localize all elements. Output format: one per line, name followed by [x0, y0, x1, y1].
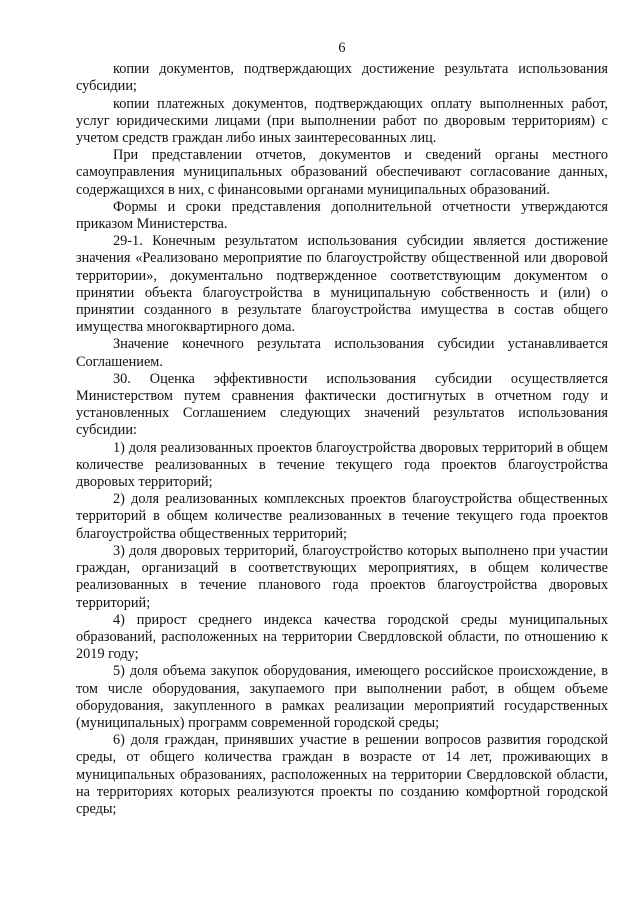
- paragraph-reporting-forms: Формы и сроки представления дополнительной отчетности утверждаются приказом Министерства.: [76, 198, 608, 233]
- list-item-4: 4) прирост среднего индекса качества городской среды муниципальных образований, расположенных на территории Свердловской области, по отношению к 2019 году;: [76, 611, 608, 663]
- paragraph-final-result-value: Значение конечного результата использования субсидии устанавливается Соглашением.: [76, 336, 608, 370]
- page-number: 6: [338, 40, 346, 56]
- list-item-6: 6) доля граждан, принявших участие в решении вопросов развития городской среды, от общего количества граждан в возрасте от 14 лет, проживающих в муниципальных образованиях, расположенных на территории Свердловской области, на территориях которых реализуются проекты по созданию комфортной городской среды;: [76, 732, 608, 817]
- paragraph-documents-copies: копии документов, подтверждающих достижение результата использования субсидии;: [76, 61, 608, 95]
- paragraph-reports-coordination: При представлении отчетов, документов и сведений органы местного самоуправления муниципальных образований обеспечивают согласование данных, содержащихся в них, с финансовыми органами муниципальных образований.: [76, 147, 608, 198]
- paragraph-payment-documents: копии платежных документов, подтверждающих оплату выполненных работ, услуг юридическими лицами (при выполнении работ по дворовым территориям) с учетом средств граждан либо иных заинтересованных лиц.: [76, 95, 608, 147]
- list-item-5: 5) доля объема закупок оборудования, имеющего российское происхождение, в том числе оборудования, закупаемого при выполнении работ, в общем объеме оборудования, закупленного в рамках реализации мероприятий государственных (муниципальных) программ современной городской среды;: [76, 663, 608, 731]
- list-item-3: 3) доля дворовых территорий, благоустройство которых выполнено при участии граждан, организаций в соответствующих мероприятиях, в общем количестве реализованных в течение планового года проектов благоустройства дворовых территорий;: [76, 542, 608, 611]
- list-item-2: 2) доля реализованных комплексных проектов благоустройства общественных территорий в общем количестве реализованных в течение текущего года проектов благоустройства общественных территорий;: [76, 491, 608, 542]
- paragraph-29-1-final-result: 29-1. Конечным результатом использования субсидии является достижение значения «Реализовано мероприятие по благоустройству общественной или дворовой территории», документально подтвержденное соответствующим документом о принятии объекта благоустройства в муниципальную собственность и (или) о принятии созданного в результате благоустройства имущества в состав общего имущества многоквартирного дома.: [76, 233, 608, 336]
- document-page: [76, 40, 608, 818]
- paragraph-30-efficiency-assessment: 30. Оценка эффективности использования субсидии осуществляется Министерством путем сравнения фактически достигнутых в отчетном году и установленных Соглашением следующих значений результатов использования субсидии:: [76, 370, 608, 439]
- list-item-1: 1) доля реализованных проектов благоустройства дворовых территорий в общем количестве реализованных в течение текущего года проектов благоустройства дворовых территорий;: [76, 439, 608, 491]
